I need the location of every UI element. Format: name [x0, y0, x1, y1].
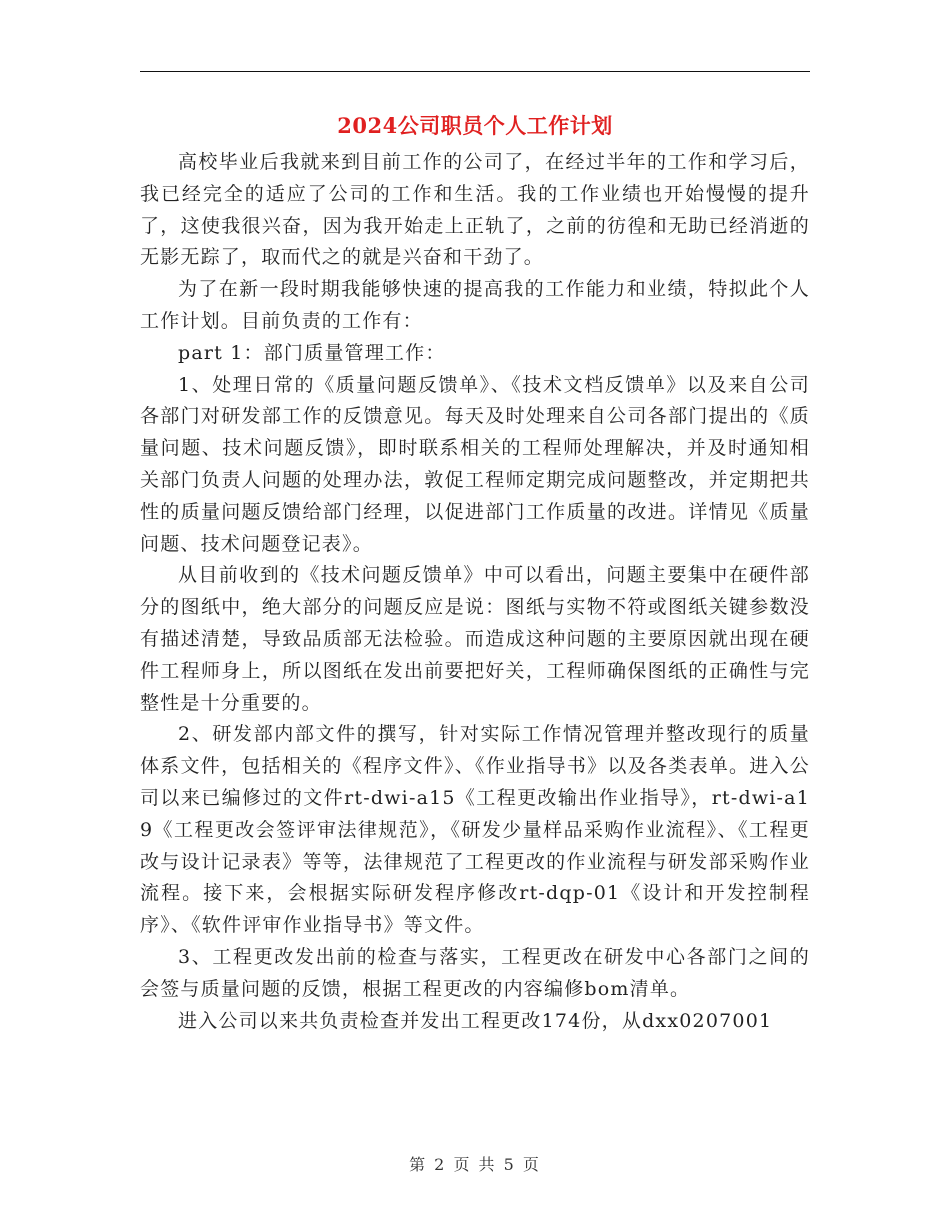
paragraph-continuation: 进入公司以来共负责检查并发出工程更改174份，从dxx0207001: [178, 1009, 773, 1032]
paragraph-item-3: 3、工程更改发出前的检查与落实，工程更改在研发中心各部门之间的会签与质量问题的反馈，根据工程更改的内容编修bom清单。: [140, 945, 810, 1000]
page-number: 第 2 页 共 5 页: [409, 1155, 541, 1174]
paragraph-item-2: 2、研发部内部文件的撰写，针对实际工作情况管理并整改现行的质量体系文件，包括相关的《程序文件》、《作业指导书》以及各类表单。进入公司以来已编修过的文件rt-dwi-a15《工程更改输出作业指导》，rt-dwi-a19《工程更改会签评审法律规范》，《研发少量样品采购作业流程》、《工程更改与设计记录表》等等，法律规范了工程更改的作业流程与研发部采购作业流程。接下来，会根据实际研发程序修改rt-dqp-01《设计和开发控制程序》、《软件评审作业指导书》等文件。: [140, 723, 810, 937]
document-title: 2024公司职员个人工作计划: [337, 113, 613, 138]
paragraph-purpose: 为了在新一段时期我能够快速的提高我的工作能力和业绩，特拟此个人工作计划。目前负责的工作有：: [140, 278, 810, 332]
paragraph-intro: 高校毕业后我就来到目前工作的公司了，在经过半年的工作和学习后，我已经完全的适应了公司的工作和生活。我的工作业绩也开始慢慢的提升了，这使我很兴奋，因为我开始走上正轨了，之前的彷徨和无助已经消逝的无影无踪了，取而代之的就是兴奋和干劲了。: [140, 151, 810, 269]
header-rule: [140, 71, 810, 72]
paragraph-item-1: 1、处理日常的《质量问题反馈单》、《技术文档反馈单》以及来自公司各部门对研发部工作的反馈意见。每天及时处理来自公司各部门提出的《质量问题、技术问题反馈》，即时联系相关的工程师处理解决，并及时通知相关部门负责人问题的处理办法，敦促工程师定期完成问题整改，并定期把共性的质量问题反馈给部门经理，以促进部门工作质量的改进。详情见《质量问题、技术问题登记表》。: [140, 373, 810, 555]
paragraph-part-heading: part 1：部门质量管理工作：: [178, 341, 446, 364]
paragraph-analysis: 从目前收到的《技术问题反馈单》中可以看出，问题主要集中在硬件部分的图纸中，绝大部分的问题反应是说：图纸与实物不符或图纸关键参数没有描述清楚，导致品质部无法检验。而造成这种问题的主要原因就出现在硬件工程师身上，所以图纸在发出前要把好关，工程师确保图纸的正确性与完整性是十分重要的。: [140, 564, 810, 714]
document-body: [140, 147, 810, 1037]
